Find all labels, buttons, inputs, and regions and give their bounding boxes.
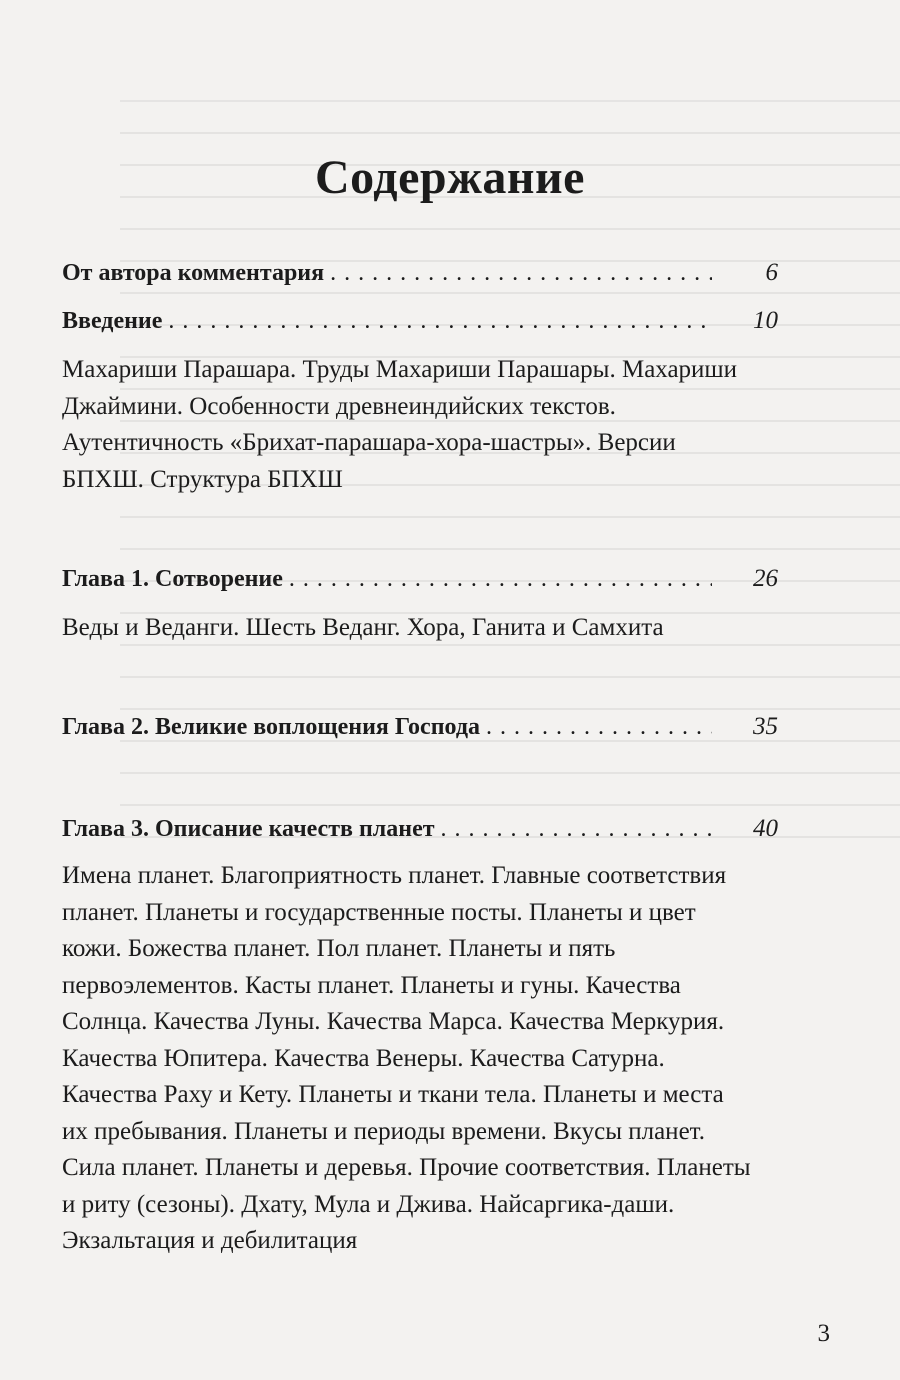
leader-dots [289, 562, 712, 596]
toc-entry-label: Глава 3. Описание качеств планет [62, 816, 435, 842]
toc-entry-page: 35 [753, 713, 778, 740]
toc-entry-label: От автора комментария [62, 260, 325, 286]
toc-entry-chapter-3[interactable] [62, 812, 778, 846]
toc-entry-label: Введение [62, 308, 163, 334]
toc-entry-page: 26 [753, 565, 778, 592]
toc-entry-description: Имена планет. Благоприятность планет. Главные соответствия планет. Планеты и государственные посты. Планеты и цвет кожи. Божества планет. Пол планет. Планеты и пять первоэлементов. Касты планет. Планеты и гуны. Качества Солнца. Качества Луны. Качества Марса. Качества Меркурия. Качества Юпитера. Качества Венеры. Качества Сатурна. Качества Раху и Кету. Планеты и ткани тела. Планеты и места их пребывания. Планеты и периоды времени. Вкусы планет. Сила планет. Планеты и деревья. Прочие соответствия. Планеты и риту (сезоны). Дхату, Мула и Джива. Найсаргика-даши. Экзальтация и дебилитация [62, 862, 751, 1254]
toc-entry-label: Глава 2. Великие воплощения Господа [62, 714, 480, 740]
leader-dots [441, 812, 712, 846]
toc-entry-page: 10 [753, 307, 778, 334]
page-number: 3 [817, 1320, 830, 1347]
toc-entry-chapter-1[interactable] [62, 562, 778, 596]
leader-dots [330, 256, 712, 290]
page-title: Содержание [315, 151, 585, 204]
toc-entry-introduction[interactable] [62, 304, 778, 338]
toc-entry-chapter-2[interactable] [62, 710, 778, 744]
toc-entry-description: Махариши Парашара. Труды Махариши Парашары. Махариши Джаймини. Особенности древнеиндийских текстов. Аутентичность «Брихат-парашара-хора-шастры». Версии БПХШ. Структура БПХШ [62, 356, 738, 493]
toc-entry-description: Веды и Веданги. Шесть Веданг. Хора, Ганита и Самхита [62, 614, 664, 641]
toc-entry-label: Глава 1. Сотворение [62, 566, 283, 592]
leader-dots [168, 304, 712, 338]
toc-entry-page: 40 [753, 815, 778, 842]
toc-entry-page: 6 [765, 259, 778, 286]
toc-entry-author[interactable] [62, 256, 778, 290]
leader-dots [486, 710, 712, 744]
